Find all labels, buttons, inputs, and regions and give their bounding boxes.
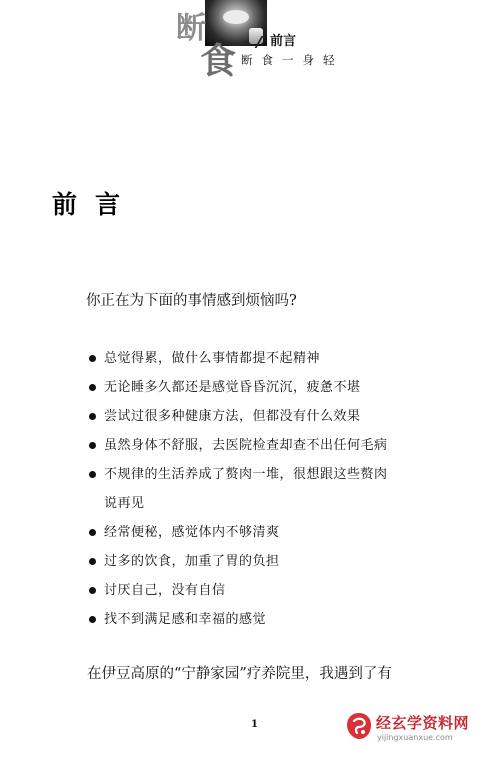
watermark-site-url: yijingxuanxue.com [377,733,453,742]
list-item: 总觉得累，做什么事情都提不起精神 [88,344,460,373]
watermark-site-name: 经玄学资料网 [376,714,470,732]
list-item-continuation: 说再见 [104,496,145,511]
bullet-dot-icon [89,384,96,391]
watermark-logo-icon [346,712,372,740]
list-item: 过多的饮食，加重了胃的负担 [88,547,460,576]
bullet-dot-icon [89,442,96,449]
running-header [0,0,484,100]
symptom-list [88,344,460,634]
page-number: 1 [251,719,258,730]
bullet-dot-icon [89,558,96,565]
header-big-char-1: 断 [176,11,206,46]
list-item: 不规律的生活养成了赘肉一堆，很想跟这些赘肉 [88,460,460,489]
plate-shape [223,10,249,24]
bullet-dot-icon [89,471,96,478]
list-item: 虽然身体不舒服，去医院检查却查不出任何毛病 [88,431,460,460]
header-section-name: 前言 [270,34,297,49]
bullet-dot-icon [89,529,96,536]
intro-question: 你正在为下面的事情感到烦恼吗? [86,293,297,309]
list-item: 尝试过很多种健康方法，但都没有什么效果 [88,402,460,431]
list-item: 找不到满足感和幸福的感觉 [88,605,460,634]
list-item: 无论睡多久都还是感觉昏昏沉沉，疲惫不堪 [88,373,460,402]
header-food-photo [205,0,267,46]
header-book-subtitle: 断食一身轻 [241,53,344,67]
header-big-char-2: 食 [200,41,237,82]
chapter-title: 前言 [52,190,139,219]
bullet-dot-icon [89,587,96,594]
body-paragraph: 在伊豆高原的“宁静家园”疗养院里，我遇到了有 [87,666,392,682]
list-item: 经常便秘，感觉体内不够清爽 [88,518,460,547]
bullet-dot-icon [89,355,96,362]
list-item: 讨厌自己，没有自信 [88,576,460,605]
bullet-dot-icon [89,413,96,420]
site-watermark [346,710,476,750]
bullet-dot-icon [89,616,96,623]
